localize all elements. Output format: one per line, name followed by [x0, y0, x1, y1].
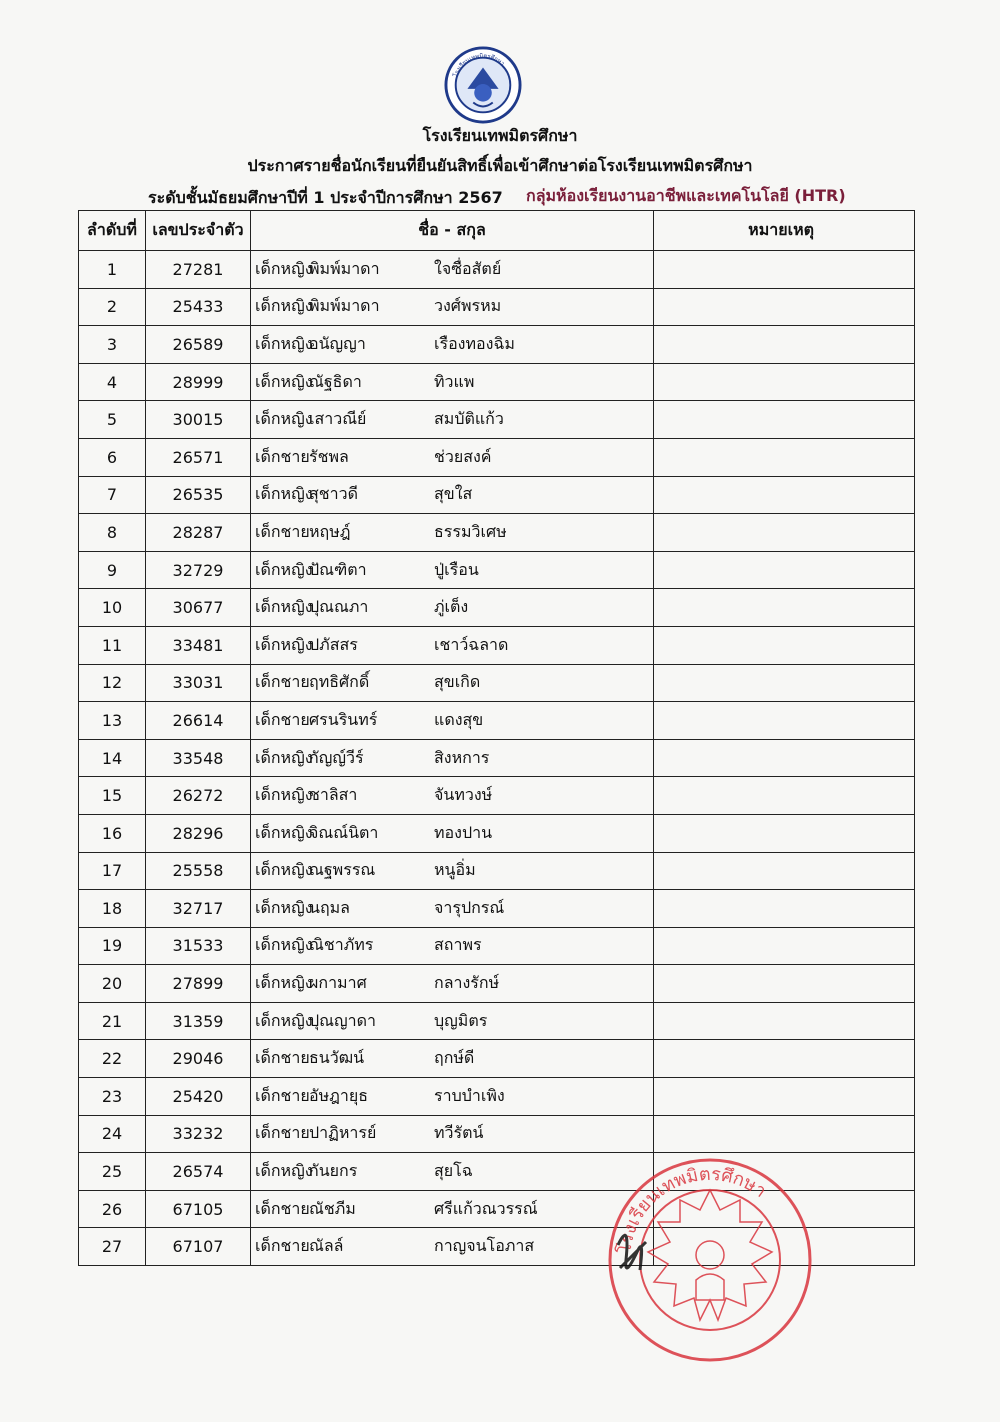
table-row: [79, 852, 915, 890]
name-prefix: เด็กชาย: [255, 1198, 310, 1218]
row-student-id: 32717: [146, 890, 251, 928]
first-name: รัชพล: [309, 446, 349, 466]
table-row: [79, 965, 915, 1003]
last-name: ปู่เรือน: [434, 559, 479, 579]
school-name: โรงเรียนเทพมิตรศึกษา: [422, 126, 578, 145]
first-name: นฤมล: [309, 897, 350, 917]
last-name: หนูอิ่ม: [434, 860, 476, 880]
row-order: 7: [79, 476, 146, 514]
table-row: [79, 288, 915, 326]
row-order: 8: [79, 514, 146, 552]
row-remark: [654, 702, 915, 740]
table-row: [79, 1115, 915, 1153]
last-name: ทิวแพ: [434, 371, 475, 391]
name-prefix: เด็กหญิง: [255, 559, 313, 579]
table-row: [79, 514, 915, 552]
row-full-name: [251, 814, 654, 852]
first-name: เสาวณีย์: [309, 409, 367, 429]
last-name: สุขเกิด: [434, 672, 481, 692]
row-order: 14: [79, 739, 146, 777]
row-order: 10: [79, 589, 146, 627]
last-name: ทวีรัตน์: [434, 1123, 484, 1143]
table-row: [79, 589, 915, 627]
row-order: 27: [79, 1228, 146, 1266]
table-row: [79, 438, 915, 476]
school-logo: [444, 46, 522, 124]
name-prefix: เด็กชาย: [255, 1085, 310, 1105]
last-name: ธรรมวิเศษ: [434, 521, 507, 541]
official-stamp: [600, 1150, 815, 1375]
row-full-name: [251, 626, 654, 664]
row-order: 18: [79, 890, 146, 928]
first-name: ณัฐธิดา: [309, 371, 362, 391]
row-remark: [654, 1040, 915, 1078]
row-remark: [654, 739, 915, 777]
row-student-id: 29046: [146, 1040, 251, 1078]
name-prefix: เด็กหญิง: [255, 973, 313, 993]
name-prefix: เด็กชาย: [255, 672, 310, 692]
table-row: [79, 664, 915, 702]
last-name: สุยโฉ: [434, 1161, 473, 1181]
last-name: สถาพร: [434, 935, 482, 955]
svg-text:โรงเรียนเทพมิตรศึกษา: [613, 1164, 770, 1255]
first-name: ผกามาศ: [309, 973, 367, 993]
last-name: ภู่เต็ง: [434, 597, 469, 617]
first-name: พิมพ์มาดา: [309, 258, 380, 278]
row-remark: [654, 438, 915, 476]
row-full-name: [251, 438, 654, 476]
table-row: [79, 777, 915, 815]
row-remark: [654, 626, 915, 664]
row-order: 26: [79, 1190, 146, 1228]
row-order: 13: [79, 702, 146, 740]
table-row: [79, 890, 915, 928]
row-full-name: [251, 777, 654, 815]
row-full-name: [251, 1040, 654, 1078]
row-order: 2: [79, 288, 146, 326]
row-full-name: [251, 551, 654, 589]
first-name: กัญญ์วีร์: [309, 747, 364, 767]
name-prefix: เด็กหญิง: [255, 634, 313, 654]
header-student-id: เลขประจำตัว: [146, 211, 251, 251]
table-row: [79, 401, 915, 439]
row-order: 11: [79, 626, 146, 664]
row-remark: [654, 814, 915, 852]
row-full-name: [251, 589, 654, 627]
table-row: [79, 626, 915, 664]
row-student-id: 25433: [146, 288, 251, 326]
last-name: กลางรักษ์: [434, 973, 500, 993]
table-row: [79, 1040, 915, 1078]
group-label: กลุ่มห้องเรียนงานอาชีพและเทคโนโลยี (HTR): [526, 186, 846, 205]
row-remark: [654, 664, 915, 702]
name-prefix: เด็กหญิง: [255, 785, 313, 805]
row-student-id: 28999: [146, 363, 251, 401]
last-name: แดงสุข: [434, 709, 484, 729]
row-full-name: [251, 890, 654, 928]
last-name: ศรีแก้วณวรรณ์: [434, 1198, 538, 1218]
row-remark: [654, 1002, 915, 1040]
header-remark: หมายเหตุ: [654, 211, 915, 251]
row-order: 21: [79, 1002, 146, 1040]
name-prefix: เด็กชาย: [255, 1236, 310, 1256]
row-student-id: 67105: [146, 1190, 251, 1228]
last-name: เชาว์ฉลาด: [434, 634, 509, 654]
table-header-row: [79, 211, 915, 251]
row-student-id: 33548: [146, 739, 251, 777]
row-remark: [654, 326, 915, 364]
first-name: ปาฏิหารย์: [309, 1123, 377, 1143]
table-row: [79, 363, 915, 401]
last-name: ใจซื่อสัตย์: [434, 258, 502, 278]
row-student-id: 26574: [146, 1153, 251, 1191]
row-order: 1: [79, 251, 146, 289]
last-name: กาญจนโอภาส: [434, 1236, 535, 1256]
first-name: ปัณฑิตา: [309, 559, 367, 579]
row-student-id: 33232: [146, 1115, 251, 1153]
name-prefix: เด็กชาย: [255, 446, 310, 466]
name-prefix: เด็กหญิง: [255, 597, 313, 617]
row-remark: [654, 514, 915, 552]
row-student-id: 67107: [146, 1228, 251, 1266]
row-order: 25: [79, 1153, 146, 1191]
row-remark: [654, 551, 915, 589]
row-full-name: [251, 514, 654, 552]
row-order: 22: [79, 1040, 146, 1078]
first-name: ณัชภีม: [309, 1198, 356, 1218]
name-prefix: เด็กหญิง: [255, 1010, 313, 1030]
first-name: สุชาวดี: [309, 484, 358, 504]
row-full-name: [251, 1078, 654, 1116]
row-order: 4: [79, 363, 146, 401]
first-name: พิมพ์มาดา: [309, 296, 380, 316]
table-row: [79, 702, 915, 740]
row-full-name: [251, 326, 654, 364]
row-full-name: [251, 852, 654, 890]
last-name: จันทวงษ์: [434, 785, 493, 805]
student-roster-table: [78, 210, 915, 1266]
last-name: ราบบำเพิง: [434, 1085, 505, 1105]
row-student-id: 27899: [146, 965, 251, 1003]
first-name: หฤษฎ์: [309, 521, 351, 541]
first-name: ศรนรินทร์: [309, 709, 378, 729]
name-prefix: เด็กหญิง: [255, 822, 313, 842]
first-name: ณัลล์: [309, 1236, 344, 1256]
first-name: ปภัสสร: [309, 634, 358, 654]
row-remark: [654, 288, 915, 326]
row-full-name: [251, 927, 654, 965]
first-name: ณิชาภัทร: [309, 935, 374, 955]
row-remark: [654, 589, 915, 627]
row-student-id: 31359: [146, 1002, 251, 1040]
first-name: ณฐพรรณ: [309, 860, 376, 880]
row-remark: [654, 777, 915, 815]
last-name: เรืองทองฉิม: [434, 333, 515, 353]
row-full-name: [251, 664, 654, 702]
row-student-id: 30015: [146, 401, 251, 439]
row-student-id: 26589: [146, 326, 251, 364]
row-order: 9: [79, 551, 146, 589]
row-student-id: 26272: [146, 777, 251, 815]
row-student-id: 32729: [146, 551, 251, 589]
row-order: 20: [79, 965, 146, 1003]
header-name: ชื่อ - สกุล: [251, 211, 654, 251]
row-order: 6: [79, 438, 146, 476]
row-student-id: 31533: [146, 927, 251, 965]
header-order: ลำดับที่: [79, 211, 146, 251]
row-full-name: [251, 251, 654, 289]
row-order: 3: [79, 326, 146, 364]
first-name: ปุณญาดา: [309, 1010, 376, 1030]
table-row: [79, 326, 915, 364]
first-name: ชาลิสา: [309, 785, 358, 805]
row-student-id: 25420: [146, 1078, 251, 1116]
first-name: อัษฎายุธ: [309, 1085, 369, 1105]
row-order: 17: [79, 852, 146, 890]
row-order: 24: [79, 1115, 146, 1153]
table-row: [79, 739, 915, 777]
last-name: สมบัติแก้ว: [434, 409, 504, 429]
logo-caption: โรงเรียนเทพมิตรศึกษา: [452, 53, 506, 78]
row-full-name: [251, 288, 654, 326]
row-full-name: [251, 1228, 654, 1266]
row-order: 15: [79, 777, 146, 815]
last-name: สุขใส: [434, 484, 473, 504]
row-remark: [654, 251, 915, 289]
row-full-name: [251, 363, 654, 401]
name-prefix: เด็กหญิง: [255, 296, 313, 316]
first-name: ฤทธิศักดิ์: [309, 672, 370, 692]
name-prefix: เด็กหญิง: [255, 371, 313, 391]
row-remark: [654, 1115, 915, 1153]
table-row: [79, 927, 915, 965]
name-prefix: เด็กหญิง: [255, 333, 313, 353]
row-full-name: [251, 1115, 654, 1153]
name-prefix: เด็กหญิง: [255, 860, 313, 880]
row-remark: [654, 852, 915, 890]
table-row: [79, 814, 915, 852]
row-order: 5: [79, 401, 146, 439]
name-prefix: เด็กหญิง: [255, 897, 313, 917]
name-prefix: เด็กชาย: [255, 521, 310, 541]
last-name: จารุปกรณ์: [434, 897, 505, 917]
row-student-id: 26571: [146, 438, 251, 476]
name-prefix: เด็กชาย: [255, 1123, 310, 1143]
row-full-name: [251, 702, 654, 740]
row-student-id: 25558: [146, 852, 251, 890]
name-prefix: เด็กหญิง: [255, 1161, 313, 1181]
last-name: บุญมิตร: [434, 1010, 488, 1030]
name-prefix: เด็กหญิง: [255, 935, 313, 955]
stamp-caption: โรงเรียนเทพมิตรศึกษา: [614, 1163, 771, 1255]
first-name: กันยกร: [309, 1161, 358, 1181]
row-student-id: 27281: [146, 251, 251, 289]
row-remark: [654, 363, 915, 401]
last-name: ทองปาน: [434, 822, 493, 842]
row-order: 23: [79, 1078, 146, 1116]
table-row: [79, 476, 915, 514]
first-name: ปุณณภา: [309, 597, 369, 617]
row-remark: [654, 890, 915, 928]
row-full-name: [251, 1002, 654, 1040]
first-name: ธนวัฒน์: [309, 1048, 365, 1068]
row-student-id: 26535: [146, 476, 251, 514]
row-full-name: [251, 1153, 654, 1191]
last-name: ฤกษ์ดี: [434, 1048, 475, 1068]
name-prefix: เด็กชาย: [255, 1048, 310, 1068]
announcement-title: ประกาศรายชื่อนักเรียนที่ยืนยันสิทธิ์เพื่อเข้าศึกษาต่อโรงเรียนเทพมิตรศึกษา: [247, 156, 753, 175]
name-prefix: เด็กหญิง: [255, 409, 313, 429]
row-student-id: 28287: [146, 514, 251, 552]
row-remark: [654, 927, 915, 965]
table-row: [79, 1002, 915, 1040]
row-full-name: [251, 739, 654, 777]
row-student-id: 33481: [146, 626, 251, 664]
row-student-id: 26614: [146, 702, 251, 740]
row-full-name: [251, 1190, 654, 1228]
row-full-name: [251, 965, 654, 1003]
name-prefix: เด็กหญิง: [255, 747, 313, 767]
last-name: สิงหการ: [434, 747, 490, 767]
first-name: อนัญญา: [309, 333, 366, 353]
first-name: จิณณ์นิตา: [309, 822, 379, 842]
table-row: [79, 1078, 915, 1116]
name-prefix: เด็กหญิง: [255, 484, 313, 504]
name-prefix: เด็กหญิง: [255, 258, 313, 278]
row-remark: [654, 965, 915, 1003]
row-student-id: 28296: [146, 814, 251, 852]
last-name: วงศ์พรหม: [434, 296, 502, 316]
row-order: 19: [79, 927, 146, 965]
row-full-name: [251, 476, 654, 514]
name-prefix: เด็กชาย: [255, 709, 310, 729]
row-remark: [654, 1078, 915, 1116]
table-row: [79, 251, 915, 289]
table-row: [79, 551, 915, 589]
row-student-id: 33031: [146, 664, 251, 702]
row-full-name: [251, 401, 654, 439]
row-student-id: 30677: [146, 589, 251, 627]
row-order: 12: [79, 664, 146, 702]
row-remark: [654, 401, 915, 439]
last-name: ช่วยสงค์: [434, 446, 492, 466]
level-year: ระดับชั้นมัธยมศึกษาปีที่ 1 ประจำปีการศึกษา 2567: [148, 188, 503, 207]
row-remark: [654, 476, 915, 514]
row-order: 16: [79, 814, 146, 852]
